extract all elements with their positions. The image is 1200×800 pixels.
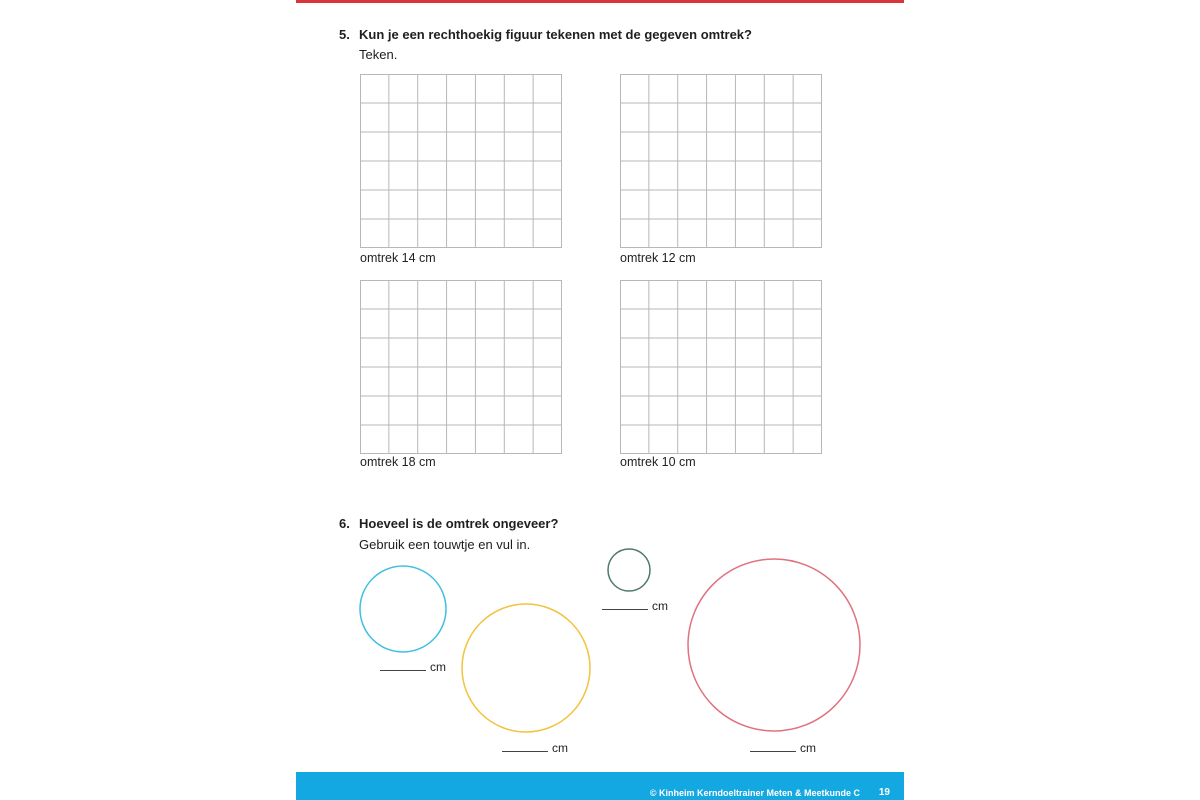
answer-line[interactable] (502, 751, 548, 752)
worksheet-page (296, 0, 904, 800)
answer-line[interactable] (380, 670, 426, 671)
answer-green-circle[interactable] (602, 599, 668, 613)
answer-red-circle[interactable] (750, 741, 816, 755)
circle-blue (360, 566, 446, 652)
footer-copyright: © Kinheim Kerndoeltrainer Meten & Meetkunde C (649, 788, 860, 798)
answer-yellow-circle[interactable] (502, 741, 568, 755)
grid-label-2: omtrek 12 cm (620, 251, 696, 265)
page-number: 19 (878, 787, 890, 798)
unit-label: cm (652, 599, 668, 613)
answer-blue-circle[interactable] (380, 660, 446, 674)
circle-red (688, 559, 860, 731)
circle-green (608, 549, 650, 591)
grid-label-4: omtrek 10 cm (620, 455, 696, 469)
question-5-number: 5. (339, 27, 350, 42)
question-6-number: 6. (339, 516, 350, 531)
unit-label: cm (552, 741, 568, 755)
unit-label: cm (800, 741, 816, 755)
circles-area (296, 0, 904, 772)
answer-line[interactable] (602, 609, 648, 610)
unit-label: cm (430, 660, 446, 674)
question-5-subtitle: Teken. (359, 47, 398, 62)
circle-yellow (462, 604, 590, 732)
answer-line[interactable] (750, 751, 796, 752)
grid-label-3: omtrek 18 cm (360, 455, 436, 469)
grid-label-1: omtrek 14 cm (360, 251, 436, 265)
question-5-title: Kun je een rechthoekig figuur tekenen met de gegeven omtrek? (359, 27, 752, 42)
question-6-title: Hoeveel is de omtrek ongeveer? (359, 516, 559, 531)
question-6-subtitle: Gebruik een touwtje en vul in. (359, 537, 531, 552)
footer-bar (296, 772, 904, 800)
